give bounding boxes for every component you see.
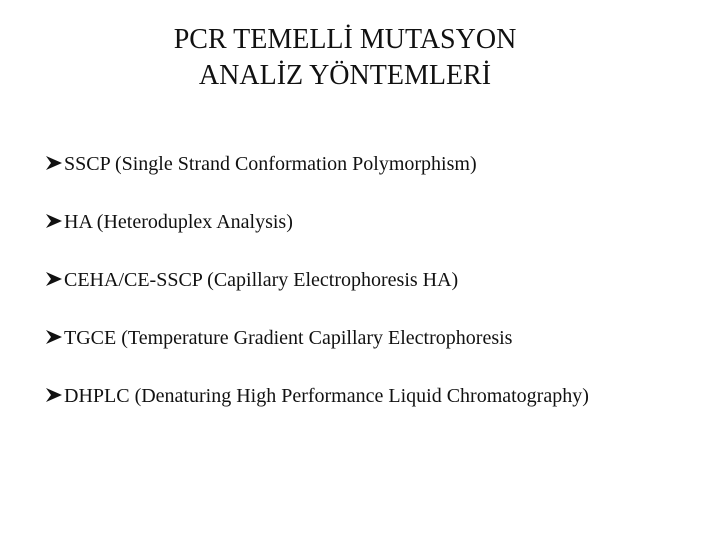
list-item-tgce [45, 324, 705, 352]
arrow-bullet-icon [45, 387, 63, 403]
list-item-text: SSCP (Single Strand Conformation Polymorphism) [64, 153, 477, 175]
list-item-text: HA (Heteroduplex Analysis) [64, 211, 293, 233]
list-item-text: CEHA/CE-SSCP (Capillary Electrophoresis HA) [64, 269, 459, 291]
arrow-bullet-icon [45, 329, 63, 345]
list-item-text: DHPLC (Denaturing High Performance Liquid Chromatography) [64, 385, 589, 407]
list-item-ceha [45, 266, 705, 294]
list-item-sscp [45, 150, 705, 178]
list-item-text: TGCE (Temperature Gradient Capillary Electrophoresis [64, 327, 513, 349]
list-item-ha [45, 208, 705, 236]
list-item-dhplc [45, 382, 705, 410]
page-title [0, 22, 690, 94]
arrow-bullet-icon [45, 213, 63, 229]
arrow-bullet-icon [45, 155, 63, 171]
arrow-bullet-icon [45, 271, 63, 287]
title-line-1: PCR TEMELLİ MUTASYON [173, 24, 517, 55]
bullet-list [45, 150, 705, 440]
title-line-2: ANALİZ YÖNTEMLERİ [198, 60, 492, 91]
